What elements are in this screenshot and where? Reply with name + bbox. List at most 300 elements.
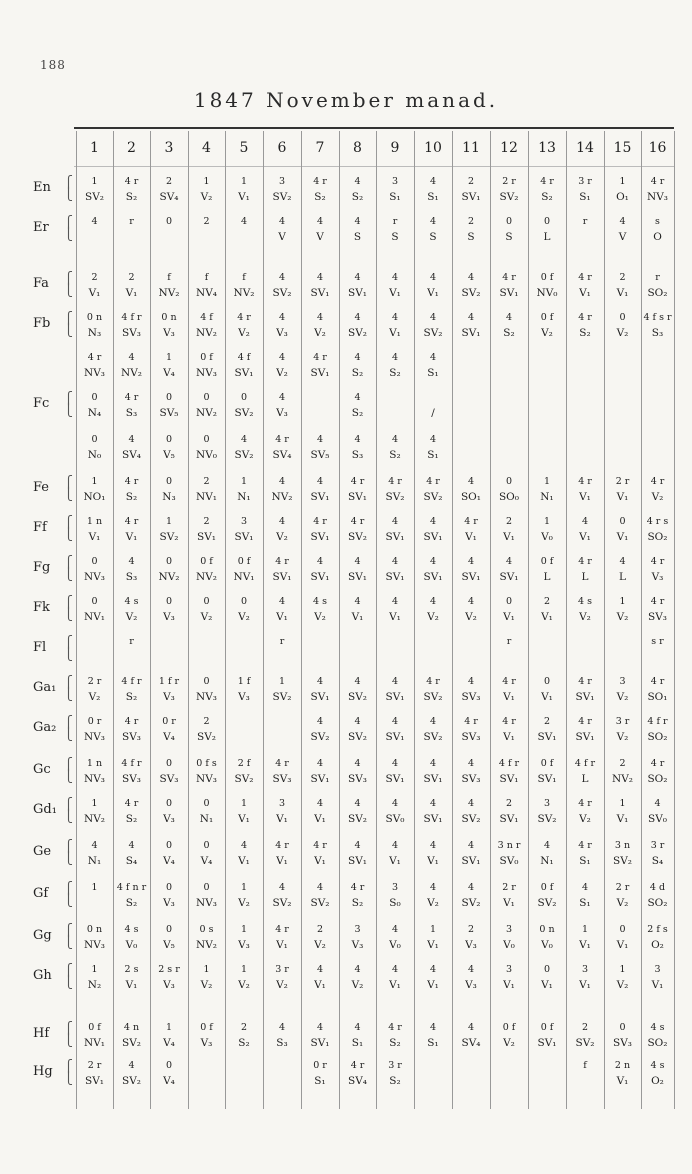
cell-lower: V₃	[163, 691, 175, 703]
cell-lower: SV₁	[385, 531, 405, 543]
cell-upper: 3	[581, 964, 589, 975]
row-brace: ⎧ ⎩	[64, 595, 73, 621]
cell-upper: 4 r	[313, 840, 327, 851]
row-brace: ⎧ ⎩	[64, 839, 73, 865]
cell-upper: 0	[619, 924, 626, 935]
row-label: Gh	[33, 968, 52, 983]
cell-lower: V₁	[389, 327, 401, 339]
cell-upper: 2	[581, 1022, 589, 1033]
cell-upper: 1	[581, 924, 589, 935]
cell-upper: 1	[203, 176, 210, 187]
cell-upper: 4	[354, 176, 361, 187]
cell-lower: V₂	[616, 731, 629, 743]
cell-lower: SV₂	[423, 327, 443, 339]
cell-upper: 0	[165, 434, 173, 445]
cell-lower: S₂	[351, 191, 364, 203]
cell-lower: NV₂	[271, 491, 293, 503]
cell-upper: 2	[467, 176, 475, 187]
cell-upper: 2	[128, 272, 135, 283]
cell-lower: L	[619, 571, 626, 583]
cell-upper: 4	[354, 840, 361, 851]
cell-lower: SV₀	[648, 813, 667, 825]
cell-lower: V₂	[579, 813, 591, 825]
cell-lower: S₂	[125, 491, 138, 503]
cell-lower: S₄	[651, 855, 664, 867]
column-header: 11	[462, 140, 480, 156]
cell-lower: V₂	[200, 191, 213, 203]
cell-upper: 4	[316, 434, 324, 445]
cell-upper: 4	[240, 840, 248, 851]
cell-lower: V₁	[276, 939, 288, 951]
cell-upper: 4	[391, 716, 399, 727]
row-brace: ⎧ ⎩	[64, 175, 73, 201]
row-label: Er	[33, 220, 49, 235]
cell-upper: 1	[165, 1022, 173, 1033]
cell-upper: 0	[619, 312, 626, 323]
row-brace: ⎧ ⎩	[64, 271, 73, 297]
cell-upper: 0	[165, 758, 173, 769]
page-title: 1847 November manad.	[193, 88, 499, 112]
cell-upper: 0	[543, 676, 551, 687]
row-label: Fc	[33, 396, 50, 411]
cell-upper: 4	[128, 352, 135, 363]
cell-upper: 4	[278, 272, 286, 283]
cell-lower: SV₁	[385, 691, 405, 703]
cell-upper: 4 r	[275, 924, 289, 935]
cell-lower: SV₁	[310, 571, 330, 583]
cell-lower: SV₂	[197, 731, 216, 743]
cell-upper: 0 f	[200, 556, 213, 567]
cell-lower: V₁	[541, 611, 553, 623]
cell-lower: V₁	[276, 813, 288, 825]
cell-lower: V₁	[238, 855, 250, 867]
row-brace: ⎧ ⎩	[64, 675, 73, 701]
row-label: Fg	[33, 560, 51, 575]
cell-upper: 0	[91, 596, 98, 607]
cell-lower: N₃	[87, 327, 102, 339]
cell-lower: S₂	[351, 897, 364, 909]
cell-lower: N₄	[87, 407, 102, 419]
cell-lower: SV₃	[461, 731, 481, 743]
cell-lower: V₀	[541, 939, 553, 951]
cell-upper: 4	[391, 434, 399, 445]
cell-lower: V₃	[351, 939, 364, 951]
cell-lower: V₁	[125, 531, 138, 543]
cell-upper: 4 r	[275, 434, 289, 445]
cell-upper: 3 r	[578, 176, 592, 187]
cell-upper: 4	[316, 716, 324, 727]
cell-upper: 2	[203, 476, 210, 487]
cell-lower: V₂	[427, 897, 439, 909]
cell-upper: 4 r	[578, 476, 592, 487]
cell-lower: SV₁	[461, 327, 481, 339]
cell-upper: 0	[165, 476, 173, 487]
cell-lower: S₃	[651, 327, 664, 339]
cell-lower: SV₁	[197, 531, 216, 543]
cell-upper: 0 f	[540, 882, 554, 893]
cell-upper: 4 r	[275, 840, 289, 851]
cell-upper: 0	[91, 434, 98, 445]
cell-lower: S₂	[389, 1037, 401, 1049]
cell-upper: 1	[240, 176, 248, 187]
cell-lower: V₂	[616, 897, 629, 909]
cell-lower: SV₁	[423, 571, 443, 583]
cell-upper: 2 r	[87, 1060, 102, 1071]
row-brace: ⎧ ⎩	[64, 1059, 73, 1085]
cell-lower: SV₃	[272, 773, 292, 785]
cell-lower: S₁	[427, 1037, 439, 1049]
cell-lower: V₁	[351, 611, 364, 623]
cell-upper: 4	[316, 312, 324, 323]
cell-upper: 4	[391, 272, 399, 283]
cell-upper: 0	[165, 392, 173, 403]
cell-upper: 1	[240, 924, 248, 935]
cell-upper: 2 r	[502, 882, 516, 893]
cell-upper: 1 f	[237, 676, 251, 687]
cell-lower: SV₂	[234, 407, 254, 419]
cell-upper: 4	[316, 882, 324, 893]
cell-upper: 4	[429, 556, 437, 567]
row-label: Gd₁	[33, 802, 57, 817]
cell-lower: V₀	[503, 939, 515, 951]
cell-lower: SV₀	[499, 855, 519, 867]
row-brace: ⎧ ⎩	[64, 797, 73, 823]
cell-upper: 4	[128, 1060, 135, 1071]
cell-lower: SV₂	[537, 813, 557, 825]
cell-upper: 4	[316, 964, 324, 975]
cell-upper: 1	[278, 676, 286, 687]
row-label: Fb	[33, 316, 51, 331]
cell-upper: 4	[278, 596, 286, 607]
cell-lower: SV₂	[272, 191, 292, 203]
cell-lower: S₂	[125, 691, 138, 703]
cell-upper: 0	[619, 516, 626, 527]
cell-lower: V₃	[465, 939, 477, 951]
cell-lower: S₃	[125, 407, 138, 419]
cell-upper: 0	[240, 596, 248, 607]
cell-lower: V₂	[125, 611, 138, 623]
cell-lower: V₁	[314, 813, 326, 825]
cell-lower: L	[581, 773, 589, 785]
cell-upper: 0 f	[540, 758, 554, 769]
cell-upper: 0 f	[88, 1022, 101, 1033]
cell-upper: 4 r	[578, 556, 592, 567]
cell-lower: V₃	[276, 407, 288, 419]
cell-lower: S₂	[351, 367, 364, 379]
cell-lower: V₂	[314, 327, 326, 339]
cell-lower: V₃	[163, 611, 175, 623]
cell-upper: 0	[203, 676, 210, 687]
cell-lower: SV₂	[575, 1037, 595, 1049]
cell-lower: V₂	[276, 367, 288, 379]
cell-lower: V₂	[427, 611, 439, 623]
cell-lower: SV₁	[499, 813, 519, 825]
cell-upper: 4 r	[124, 176, 139, 187]
row-brace: ⎧ ⎩	[64, 923, 73, 949]
cell-lower: S₃	[351, 449, 364, 461]
cell-lower: NV₃	[84, 939, 105, 951]
cell-lower: SO₁	[647, 691, 668, 703]
cell-lower: SV₁	[348, 571, 367, 583]
cell-upper: 4	[128, 840, 135, 851]
cell-lower: SV₁	[310, 1037, 330, 1049]
row-label: Hg	[33, 1064, 53, 1079]
cell-lower: SV₂	[310, 897, 330, 909]
cell-lower: S₂	[125, 897, 138, 909]
cell-upper: 2	[203, 216, 210, 227]
cell-upper: 1	[240, 964, 248, 975]
cell-upper: 4	[391, 676, 399, 687]
cell-upper: r	[506, 636, 512, 647]
cell-upper: 4 f r	[574, 758, 596, 769]
cell-lower: V₅	[163, 939, 175, 951]
cell-upper: 0	[505, 596, 513, 607]
cell-lower: S₂	[238, 1037, 250, 1049]
cell-upper: 0 f s	[196, 758, 217, 769]
cell-upper: 4 f	[200, 312, 213, 323]
cell-upper: 4 r	[350, 516, 365, 527]
cell-upper: 0 n	[86, 924, 103, 935]
cell-lower: NV₃	[84, 571, 105, 583]
row-label: Ge	[33, 844, 52, 859]
cell-upper: 2	[619, 272, 626, 283]
cell-upper: 4 r	[650, 596, 665, 607]
cell-upper: 0 n	[161, 312, 177, 323]
cell-upper: 4	[278, 392, 286, 403]
cell-lower: SV₁	[499, 287, 519, 299]
cell-lower: V₁	[579, 531, 591, 543]
cell-upper: 4 r	[124, 392, 139, 403]
cell-lower: SV₂	[461, 287, 481, 299]
cell-lower: V₁	[125, 287, 138, 299]
cell-upper: 4 r	[388, 476, 402, 487]
page-number: 188	[40, 58, 66, 72]
cell-upper: r	[392, 216, 398, 227]
cell-lower: SV₁	[537, 731, 557, 743]
cell-upper: 1	[91, 176, 98, 187]
cell-lower: NV₂	[196, 327, 217, 339]
cell-upper: 0 f	[237, 556, 251, 567]
cell-lower: SV₂	[348, 813, 367, 825]
cell-upper: 0 r	[87, 716, 102, 727]
cell-upper: 3	[240, 516, 248, 527]
cell-lower: SV₅	[310, 449, 330, 461]
cell-upper: 0 n	[539, 924, 555, 935]
cell-lower: NV₂	[233, 287, 255, 299]
cell-upper: 2 f	[237, 758, 251, 769]
cell-upper: 0 f	[502, 1022, 516, 1033]
cell-upper: 1	[619, 964, 626, 975]
cell-lower: S	[467, 231, 475, 243]
cell-upper: 0	[165, 798, 173, 809]
cell-upper: 2	[505, 798, 513, 809]
cell-upper: 4 f r	[647, 716, 668, 727]
cell-upper: 4	[91, 216, 98, 227]
cell-lower: SV₁	[85, 1075, 104, 1087]
cell-upper: 1	[91, 964, 98, 975]
cell-upper: 2	[240, 1022, 248, 1033]
cell-lower: V₂	[579, 611, 591, 623]
column-header: 12	[500, 140, 518, 156]
cell-upper: 0	[165, 596, 173, 607]
cell-upper: 1 n	[86, 516, 103, 527]
cell-lower: SV₂	[272, 691, 292, 703]
row-label: Fl	[33, 640, 47, 655]
cell-lower: V₂	[238, 979, 250, 991]
cell-upper: 4	[278, 352, 286, 363]
cell-upper: 4 f n r	[116, 882, 147, 893]
cell-lower: SV₂	[537, 897, 557, 909]
cell-upper: 0	[165, 216, 173, 227]
cell-lower: S₃	[125, 571, 138, 583]
cell-upper: 4	[391, 964, 399, 975]
cell-lower: SV₄	[461, 1037, 481, 1049]
cell-lower: O	[653, 231, 662, 243]
cell-lower: NV₂	[612, 773, 633, 785]
row-label: Fe	[33, 480, 50, 495]
cell-lower: SV₁	[423, 531, 443, 543]
cell-lower: S₁	[427, 449, 439, 461]
cell-lower: V₁	[541, 979, 553, 991]
cell-lower: SV₂	[272, 897, 292, 909]
cell-upper: 4	[354, 216, 361, 227]
cell-upper: 4	[278, 882, 286, 893]
cell-lower: V₂	[200, 611, 213, 623]
cell-lower: SV₁	[310, 531, 330, 543]
cell-upper: 2	[467, 216, 475, 227]
cell-lower: V₁	[616, 813, 629, 825]
cell-upper: r	[655, 272, 660, 283]
cell-upper: 3	[354, 924, 361, 935]
title-rule	[74, 127, 674, 129]
cell-lower: V₃	[200, 1037, 213, 1049]
cell-lower: V₁	[579, 979, 591, 991]
column-header: 2	[127, 140, 136, 156]
cell-lower: SO₂	[647, 287, 668, 299]
cell-lower: SO₂	[647, 1037, 668, 1049]
cell-lower: S₁	[427, 191, 439, 203]
cell-lower: V₁	[651, 979, 664, 991]
row-label: Gf	[33, 886, 49, 901]
cell-upper: 1	[543, 516, 551, 527]
cell-lower: S₃	[276, 1037, 288, 1049]
cell-upper: 4	[467, 476, 475, 487]
cell-lower: SV₁	[348, 855, 367, 867]
cell-lower: L	[543, 571, 551, 583]
cell-upper: 2	[619, 758, 626, 769]
cell-lower: N₃	[162, 491, 176, 503]
cell-lower: O₂	[651, 939, 664, 951]
cell-upper: 4	[467, 798, 475, 809]
cell-lower: S₀	[389, 897, 401, 909]
cell-lower: V₄	[163, 367, 175, 379]
cell-lower: SO₂	[647, 531, 668, 543]
cell-lower: SV₂	[461, 813, 481, 825]
cell-upper: 4 s	[578, 596, 592, 607]
cell-upper: 4	[316, 758, 324, 769]
cell-lower: SV₁	[385, 773, 405, 785]
cell-upper: 4	[429, 216, 437, 227]
cell-lower: SV₃	[648, 611, 667, 623]
cell-upper: 2	[203, 716, 210, 727]
cell-lower: V₂	[503, 1037, 515, 1049]
cell-upper: 0	[165, 556, 173, 567]
row-brace: ⎧ ⎩	[64, 881, 73, 907]
cell-lower: V₁	[503, 731, 515, 743]
cell-upper: 0	[203, 596, 210, 607]
cell-lower: NV₃	[196, 773, 217, 785]
cell-upper: 4	[543, 840, 551, 851]
cell-lower: SV₁	[348, 491, 367, 503]
cell-lower: SV₁	[348, 287, 367, 299]
cell-lower: S₂	[389, 1075, 401, 1087]
cell-upper: 4 r	[426, 476, 440, 487]
column-header: 7	[315, 140, 325, 156]
cell-upper: 0 f	[200, 352, 213, 363]
cell-upper: 4	[316, 556, 324, 567]
cell-upper: 4 r	[578, 798, 592, 809]
cell-lower: S	[505, 231, 513, 243]
cell-lower: S₂	[389, 449, 401, 461]
cell-lower: V₃	[163, 813, 175, 825]
cell-lower: V₁	[541, 691, 553, 703]
cell-lower: V₃	[163, 979, 175, 991]
cell-lower: S₂	[503, 327, 515, 339]
cell-upper: 0 f	[540, 556, 554, 567]
cell-lower: V₂	[276, 979, 288, 991]
cell-lower: NV₂	[158, 571, 180, 583]
cell-lower: V₀	[541, 531, 553, 543]
cell-lower: L	[581, 571, 589, 583]
cell-lower: V₁	[389, 855, 401, 867]
cell-lower: NV₃	[196, 691, 217, 703]
column-header: 10	[424, 140, 442, 156]
cell-lower: SV₃	[122, 327, 141, 339]
cell-lower: S₂	[314, 191, 326, 203]
cell-upper: 4 f r	[121, 312, 142, 323]
cell-upper: 0	[203, 434, 210, 445]
cell-lower: N₀	[87, 449, 102, 461]
cell-upper: 1	[240, 882, 248, 893]
cell-upper: 4	[467, 1022, 475, 1033]
cell-upper: 4	[354, 758, 361, 769]
cell-upper: 4	[278, 476, 286, 487]
cell-upper: 3	[505, 964, 513, 975]
cell-upper: r	[279, 636, 285, 647]
cell-lower: SV₁	[310, 773, 330, 785]
cell-lower: SV₂	[613, 855, 632, 867]
cell-upper: 4 r	[578, 676, 592, 687]
cell-upper: 2	[543, 596, 551, 607]
cell-lower: V₁	[503, 611, 515, 623]
cell-upper: 0	[203, 392, 210, 403]
cell-upper: 4	[240, 434, 248, 445]
cell-upper: 4	[278, 1022, 286, 1033]
cell-upper: 4	[391, 758, 399, 769]
cell-upper: 4 r	[350, 476, 365, 487]
cell-upper: 2	[505, 516, 513, 527]
cell-lower: NV₂	[158, 287, 180, 299]
row-label: Fa	[33, 276, 49, 291]
cell-upper: 4	[467, 312, 475, 323]
column-header: 5	[239, 140, 249, 156]
cell-upper: 4 f r	[498, 758, 520, 769]
cell-lower: SV₁	[423, 773, 443, 785]
column-header: 3	[164, 140, 174, 156]
cell-lower: SV₄	[122, 449, 141, 461]
cell-upper: 4	[581, 882, 589, 893]
cell-lower: NV₀	[536, 287, 558, 299]
